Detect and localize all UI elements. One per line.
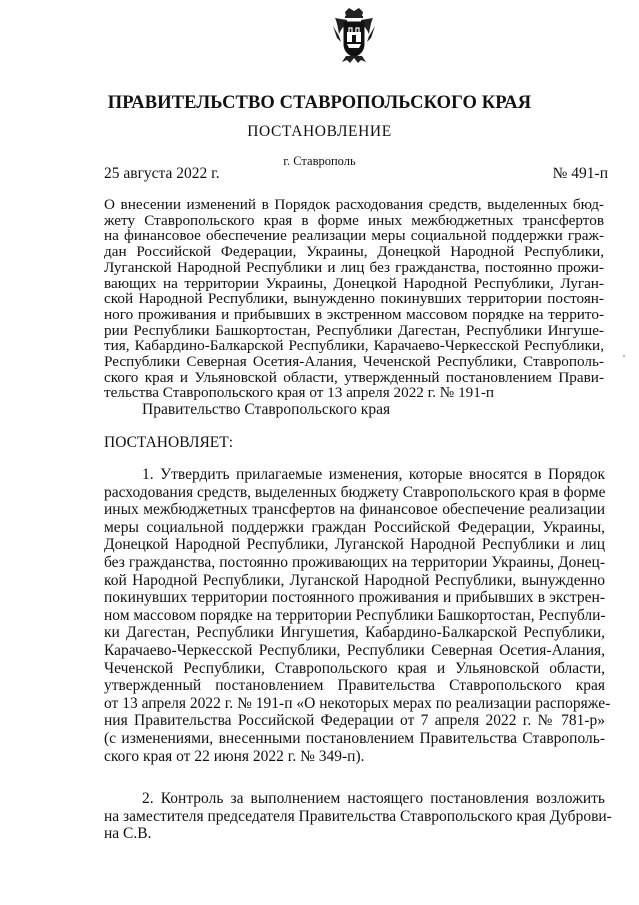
paragraph-2 <box>104 790 612 843</box>
title-line: ского края и Ульяновской области, утвержденный постановлением Прави- <box>104 368 604 386</box>
paragraph-line: Карачаево-Черкесской Республики, Республики Северная Осетия-Алания, <box>104 641 605 659</box>
coat-of-arms-emblem <box>333 8 375 64</box>
issuing-government: Правительство Ставропольского края <box>142 401 391 418</box>
paragraph-line: расходования средств, выделенных бюджету Ставропольского края в форме <box>104 483 606 501</box>
paragraph-line: ского края от 22 июня 2022 г. № 349-п). <box>104 747 365 765</box>
paragraph-line: утвержденный постановлением Правительства Ставропольского края <box>104 677 605 695</box>
title-line: вающих на территории Украины, Донецкой Народной Республики, Луган- <box>104 274 604 292</box>
title-line: дан Российской Федерации, Украины, Донецкой Народной Республики, <box>104 243 604 261</box>
title-line: жету Ставропольского края в форме иных межбюджетных трансфертов <box>104 211 604 229</box>
title-line: рии Республики Башкортостан, Республики Дагестан, Республики Ингуше- <box>104 321 604 339</box>
title-line: тельства Ставропольского края от 13 апреля 2022 г. № 191-п <box>104 384 495 402</box>
title-line: ного проживания и прибывших в экстренном массовом порядке на террито- <box>104 305 604 323</box>
paragraph-line: от 13 апреля 2022 г. № 191-п «О некоторых мерах по реализации распоряже- <box>104 694 611 712</box>
issue-city: г. Ставрополь <box>283 154 356 168</box>
paragraph-line: на заместителя председателя Правительства Ставропольского края Дуброви- <box>104 807 612 825</box>
document-type: ПОСТАНОВЛЕНИЕ <box>247 123 392 140</box>
paragraph-line: на С.В. <box>104 825 152 843</box>
paragraph-line: ния Правительства Российской Федерации от 7 апреля 2022 г. № 781-р» <box>104 712 605 730</box>
paragraph-line: ки Дагестан, Республики Ингушетия, Кабардино-Балкарской Республики, <box>104 624 605 642</box>
paragraph-line: (с изменениями, внесенными постановлением Правительства Ставрополь- <box>104 729 605 747</box>
paragraph-line: кой Народной Республики, Луганской Народной Республики, вынужденно <box>104 571 605 589</box>
paragraph-line: Донецкой Народной Республики, Луганской Народной Республики и лиц <box>104 536 605 554</box>
paragraph-line: меры социальной поддержки граждан Российской Федерации, Украины, <box>104 518 605 536</box>
scan-speck <box>623 355 625 357</box>
document-number: № 491-п <box>552 165 608 182</box>
title-line: Луганской Народной Республики и лиц без гражданства, постоянно прожи- <box>104 258 604 276</box>
paragraph-1 <box>104 466 611 765</box>
paragraph-line: Чеченской Республики, Ставропольского края и Ульяновской области, <box>104 659 605 677</box>
paragraph-line: ном массовом порядке на территории Республики Башкортостан, Республи- <box>104 606 606 624</box>
title-line: ской Народной Республики, вынужденно покинувших территории постоян- <box>104 290 604 308</box>
title-line: на финансовое обеспечение реализации меры социальной поддержки граж- <box>104 227 604 245</box>
title-line: тия, Кабардино-Балкарской Республики, Карачаево-Черкесской Республики, <box>104 337 604 355</box>
title-line: О внесении изменений в Порядок расходования средств, выделенных бюд- <box>104 196 604 213</box>
paragraph-line: покинувших территории постоянного проживания и прибывших в экстрен- <box>104 589 605 607</box>
document-date: 25 августа 2022 г. <box>104 165 220 182</box>
decree-word: ПОСТАНОВЛЯЕТ: <box>104 434 234 451</box>
paragraph-line: без гражданства, постоянно проживающих на территории Украины, Донец- <box>104 553 605 571</box>
organization-title: ПРАВИТЕЛЬСТВО СТАВРОПОЛЬСКОГО КРАЯ <box>107 93 532 113</box>
title-line: Республики Северная Осетия-Алания, Чеченской Республики, Ставрополь- <box>104 353 604 371</box>
paragraph-line: 1. Утвердить прилагаемые изменения, которые вносятся в Порядок <box>142 466 605 483</box>
paragraph-line: 2. Контроль за выполнением настоящего постановления возложить <box>142 790 605 807</box>
paragraph-line: иных межбюджетных трансфертов на финансовое обеспечение реализации <box>104 501 605 519</box>
document-title <box>104 197 604 401</box>
